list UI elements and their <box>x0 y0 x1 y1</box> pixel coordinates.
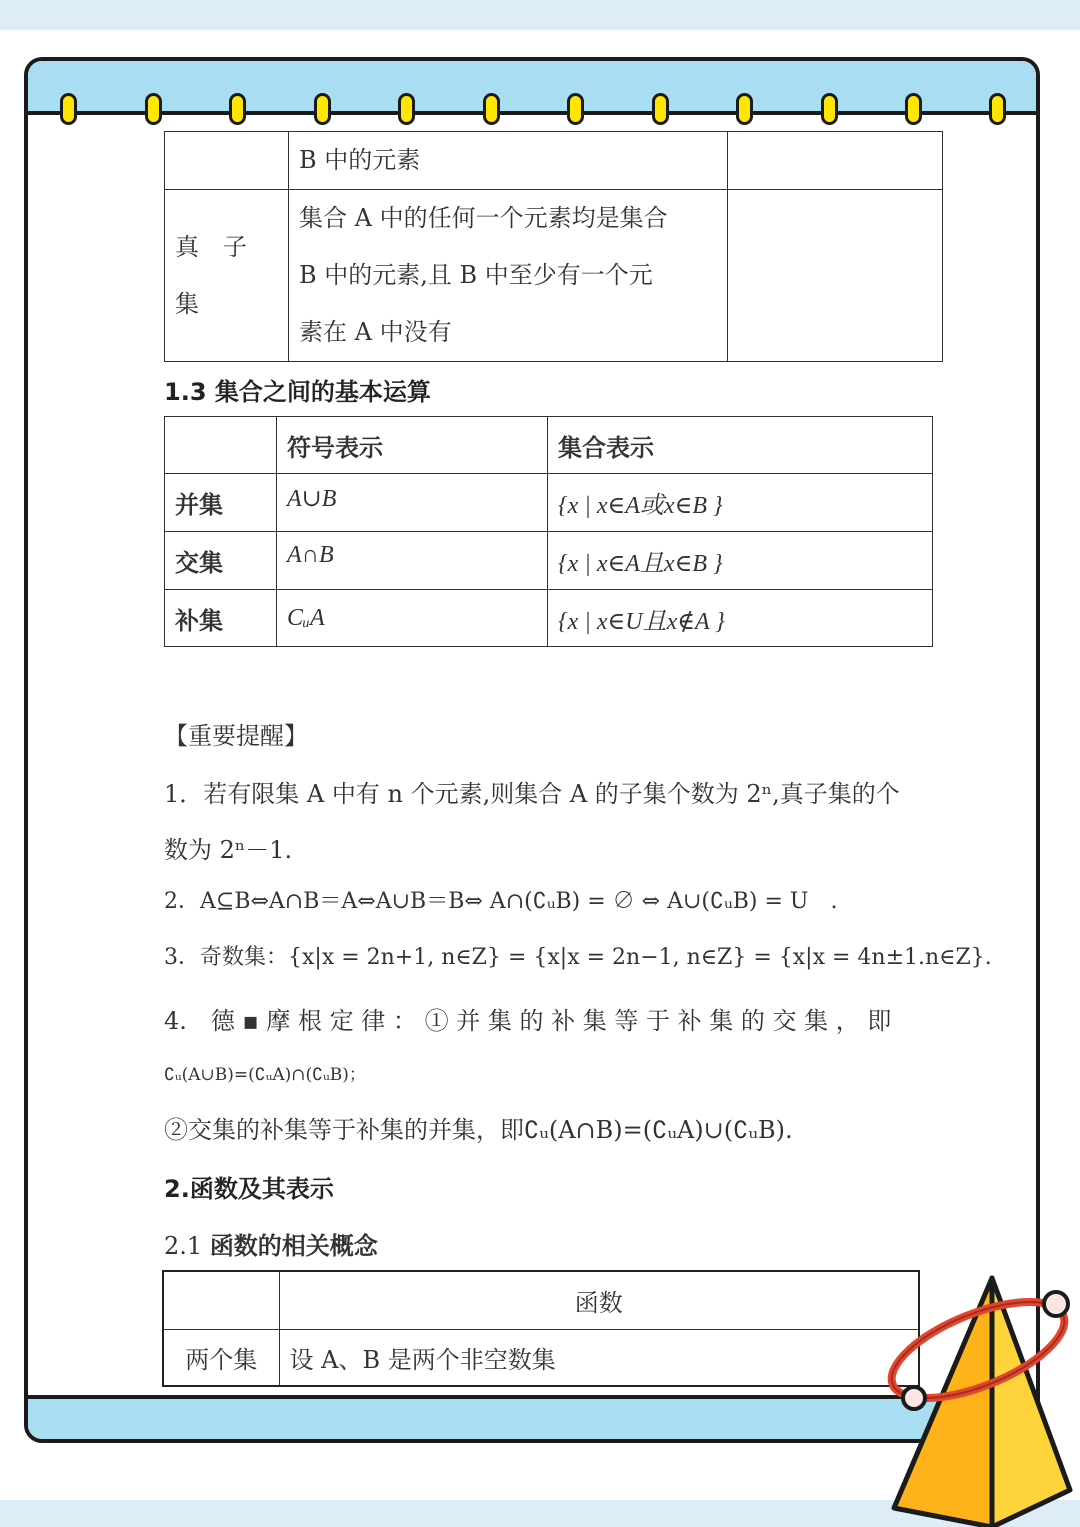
table-header-row <box>165 417 933 474</box>
binder-ring <box>905 93 922 125</box>
section-2-1-heading <box>164 1226 378 1261</box>
section-1-3-heading: 1.3 集合之间的基本运算 <box>164 378 431 406</box>
column-header: 符号表示 <box>277 417 548 474</box>
column-header: 集合表示 <box>548 417 933 474</box>
binder-ring <box>652 93 669 125</box>
binder-ring <box>821 93 838 125</box>
section-2-1-title: 函数的相关概念 <box>209 1232 378 1260</box>
binder-ring <box>567 93 584 125</box>
reminder-item-1-line-1: 1．若有限集 A 中有 n 个元素,则集合 A 的子集个数为 2ⁿ,真子集的个 <box>164 780 900 808</box>
subset-table <box>164 131 943 362</box>
operation-set-notation: {x | x∈A且x∈B } <box>548 532 933 590</box>
operation-name: 补集 <box>165 590 277 647</box>
binder-ring <box>398 93 415 125</box>
reminder-item-4-line-1: 4. 德 ▪ 摩 根 定 律 ： ① 并 集 的 补 集 等 于 补 集 的 交 集 ， 即 <box>164 1007 892 1035</box>
definition-line: 素在 A 中没有 <box>299 318 452 346</box>
row-value: 设 A、B 是两个非空数集 <box>279 1329 919 1386</box>
binder-ring <box>736 93 753 125</box>
section-2-1-number: 2.1 <box>164 1232 203 1260</box>
operation-symbol: A∩B <box>277 532 548 590</box>
reminder-item-1-line-2: 数为 2ⁿ－1. <box>164 836 293 864</box>
operation-set-notation: {x | x∈U且x∉A } <box>548 590 933 647</box>
table-row <box>165 132 943 190</box>
operation-name: 交集 <box>165 532 277 590</box>
proper-subset-definition-cell <box>289 190 728 362</box>
reminder-item-4-line-3: ②交集的补集等于补集的并集，即∁ᵤ(A∩B)=(∁ᵤA)∪(∁ᵤB). <box>164 1116 793 1144</box>
table-row <box>165 190 943 362</box>
set-operations-table <box>164 416 933 647</box>
table-header-row <box>163 1271 919 1329</box>
subset-term-cell <box>165 132 289 190</box>
binder-ring <box>314 93 331 125</box>
table-row <box>165 532 933 590</box>
reminder-item-3: 3．奇数集：{x|x = 2n+1, n∈Z} = {x|x = 2n−1, n∈Z} = {x|x = 4n±1.n∈Z}. <box>164 945 992 970</box>
binder-ring <box>229 93 246 125</box>
definition-line: 集合 A 中的任何一个元素均是集合 <box>299 204 668 232</box>
subset-definition-cell: B 中的元素 <box>289 132 728 190</box>
binder-ring <box>483 93 500 125</box>
term-line: 真 子 <box>175 232 247 261</box>
definition-line: B 中的元素,且 B 中至少有一个元 <box>299 261 653 289</box>
binder-ring <box>60 93 77 125</box>
proper-subset-term-cell <box>165 190 289 362</box>
reminder-item-4-line-2: ∁ᵤ(A∪B)=(∁ᵤA)∩(∁ᵤB)； <box>164 1065 366 1085</box>
column-header <box>165 417 277 474</box>
pyramid-decoration-icon <box>880 1270 1080 1527</box>
operation-symbol: CᵤA <box>277 590 548 647</box>
table-row <box>163 1329 919 1386</box>
term-line: 集 <box>175 289 199 318</box>
proper-subset-notation-cell <box>728 190 943 362</box>
binder-ring <box>145 93 162 125</box>
column-header: 函数 <box>279 1271 919 1329</box>
table-row <box>165 590 933 647</box>
operation-symbol: A∪B <box>277 474 548 532</box>
empty-header-cell <box>163 1271 279 1329</box>
reminder-item-2: 2．A⊆B⇔A∩B＝A⇔A∪B＝B⇔ A∩(∁ᵤB) = ∅ ⇔ A∪(∁ᵤB) = U . <box>164 889 838 914</box>
operation-set-notation: {x | x∈A或x∈B } <box>548 474 933 532</box>
operation-name: 并集 <box>165 474 277 532</box>
notebook-header-band <box>28 61 1036 115</box>
table-row <box>165 474 933 532</box>
reminder-title: 【重要提醒】 <box>164 722 308 750</box>
function-table <box>162 1270 920 1387</box>
binder-ring <box>989 93 1006 125</box>
subset-notation-cell <box>728 132 943 190</box>
row-label: 两个集 <box>163 1329 279 1386</box>
top-background-band <box>0 0 1080 30</box>
section-2-heading: 2.函数及其表示 <box>164 1175 334 1203</box>
